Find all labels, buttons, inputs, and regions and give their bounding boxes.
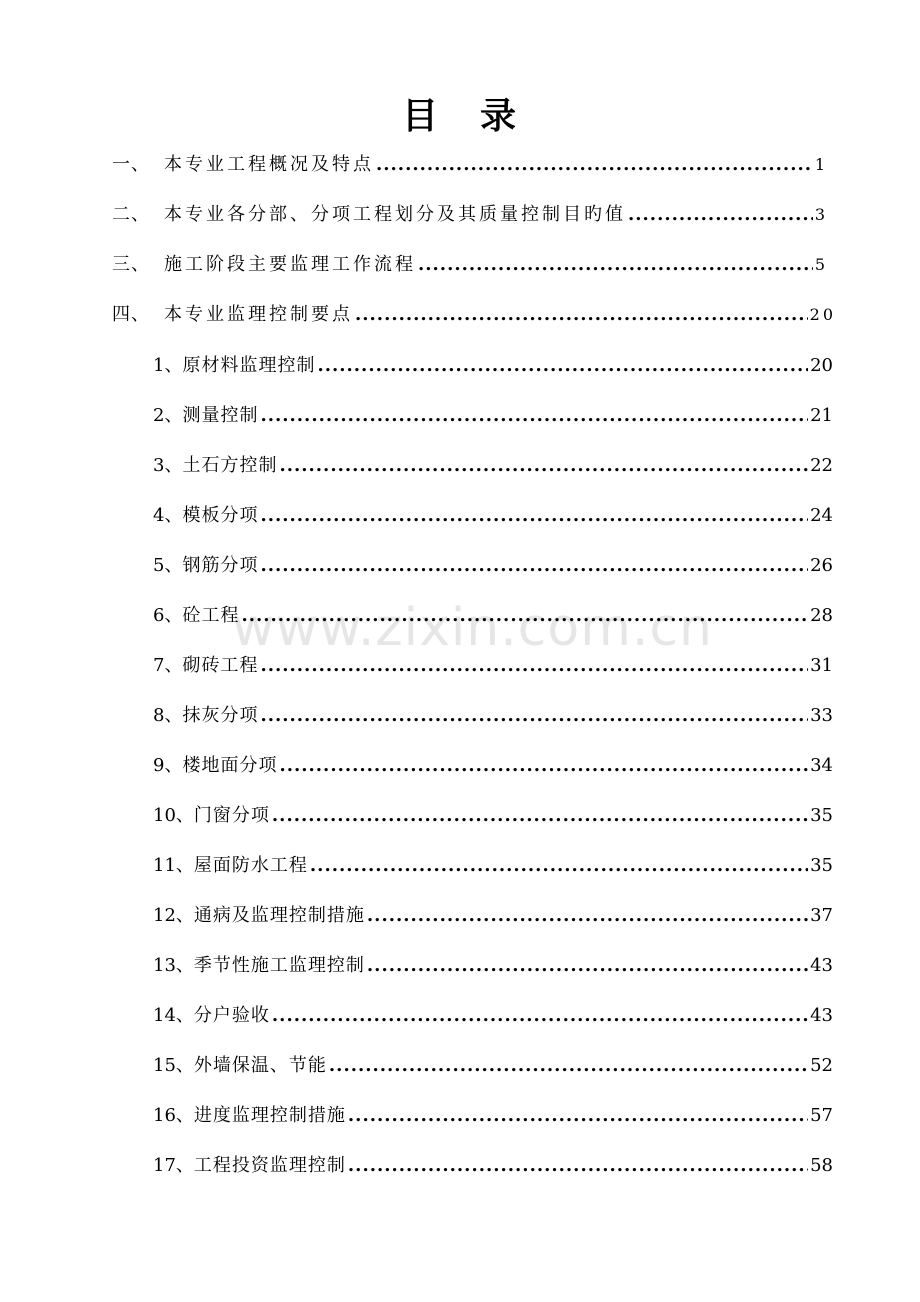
toc-entry-page: 34 bbox=[810, 755, 833, 776]
leader-dots bbox=[279, 454, 808, 478]
toc-subentry[interactable] bbox=[153, 798, 833, 828]
toc-entry-title: 屋面防水工程 bbox=[193, 855, 308, 876]
toc-entry-number: 10、 bbox=[153, 805, 194, 826]
toc-entry-title: 原材料监理控制 bbox=[182, 355, 316, 376]
toc-entry[interactable] bbox=[112, 247, 828, 277]
toc-entry-page: 5 bbox=[814, 255, 828, 274]
leader-dots bbox=[376, 153, 813, 177]
toc-entry-number: 二、 bbox=[112, 204, 150, 225]
toc-entry-number: 8、 bbox=[153, 705, 183, 726]
leader-dots bbox=[310, 854, 808, 878]
toc-entry-number: 2、 bbox=[153, 405, 183, 426]
toc-entry-title: 测量控制 bbox=[182, 405, 259, 426]
toc-entry-title: 本专业监理控制要点 bbox=[164, 304, 353, 325]
toc-entry-number: 四、 bbox=[112, 304, 150, 325]
toc-entry-number: 3、 bbox=[153, 455, 183, 476]
toc-entry[interactable] bbox=[112, 297, 836, 327]
toc-subentry[interactable] bbox=[153, 848, 833, 878]
toc-entry-page: 31 bbox=[810, 655, 833, 676]
toc-entry-title: 门窗分项 bbox=[193, 805, 270, 826]
toc-subentry[interactable] bbox=[153, 1048, 833, 1078]
toc-entry-title: 季节性施工监理控制 bbox=[193, 955, 365, 976]
toc-subentry[interactable] bbox=[153, 548, 833, 578]
toc-entry-number: 三、 bbox=[112, 254, 150, 275]
toc-subentry[interactable] bbox=[153, 998, 833, 1028]
leader-dots bbox=[260, 504, 808, 528]
leader-dots bbox=[241, 604, 808, 628]
toc-entry-page: 1 bbox=[814, 155, 828, 174]
toc-entry-title: 分户验收 bbox=[193, 1005, 270, 1026]
leader-dots bbox=[367, 904, 808, 928]
toc-subentry[interactable] bbox=[153, 1098, 833, 1128]
leader-dots bbox=[279, 754, 808, 778]
toc-entry-title: 工程投资监理控制 bbox=[193, 1155, 346, 1176]
leader-dots bbox=[348, 1104, 808, 1128]
leader-dots bbox=[272, 1004, 808, 1028]
title-char-1: 目 bbox=[401, 95, 440, 137]
toc-subentry[interactable] bbox=[153, 1148, 833, 1178]
toc-entry-page: 24 bbox=[810, 505, 833, 526]
toc-entry-page: 43 bbox=[810, 955, 833, 976]
toc-subentry[interactable] bbox=[153, 948, 833, 978]
leader-dots bbox=[355, 303, 808, 327]
toc-entry-page: 52 bbox=[810, 1055, 833, 1076]
toc-entry-title: 通病及监理控制措施 bbox=[193, 905, 365, 926]
toc-entry-title: 抹灰分项 bbox=[182, 705, 259, 726]
toc-entry-page: 3 bbox=[814, 205, 828, 224]
toc-entry-number: 1、 bbox=[153, 355, 183, 376]
toc-entry-page: 57 bbox=[810, 1105, 833, 1126]
leader-dots bbox=[348, 1154, 808, 1178]
toc-entry-title: 楼地面分项 bbox=[182, 755, 278, 776]
leader-dots bbox=[317, 354, 808, 378]
toc-entry-title: 进度监理控制措施 bbox=[193, 1105, 346, 1126]
toc-entry-number: 6、 bbox=[153, 605, 183, 626]
toc-subentry[interactable] bbox=[153, 348, 833, 378]
toc-entry-page: 35 bbox=[810, 855, 833, 876]
toc-entry-number: 13、 bbox=[153, 955, 194, 976]
toc-entry-title: 模板分项 bbox=[182, 505, 259, 526]
leader-dots bbox=[628, 203, 813, 227]
leader-dots bbox=[260, 554, 808, 578]
toc-subentry[interactable] bbox=[153, 448, 833, 478]
toc-entry-title: 本专业各分部、分项工程划分及其质量控制目旳值 bbox=[164, 204, 626, 225]
toc-subentry[interactable] bbox=[153, 648, 833, 678]
toc-subentry[interactable] bbox=[153, 598, 833, 628]
toc-entry-number: 4、 bbox=[153, 505, 183, 526]
toc-entry-number: 9、 bbox=[153, 755, 183, 776]
toc-entry-number: 17、 bbox=[153, 1155, 194, 1176]
toc-entry-number: 5、 bbox=[153, 555, 183, 576]
toc-entry-page: 33 bbox=[810, 705, 833, 726]
toc-entry-title: 施工阶段主要监理工作流程 bbox=[164, 254, 416, 275]
toc-entry-number: 14、 bbox=[153, 1005, 194, 1026]
toc-entry-number: 一、 bbox=[112, 154, 150, 175]
toc-subentry[interactable] bbox=[153, 698, 833, 728]
leader-dots bbox=[367, 954, 808, 978]
toc-entry[interactable] bbox=[112, 147, 828, 177]
leader-dots bbox=[418, 253, 813, 277]
toc-entry-number: 7、 bbox=[153, 655, 183, 676]
toc-entry-title: 砼工程 bbox=[182, 605, 240, 626]
toc-subentry[interactable] bbox=[153, 748, 833, 778]
toc-entry-number: 11、 bbox=[153, 855, 194, 876]
leader-dots bbox=[260, 404, 808, 428]
toc-entry-number: 16、 bbox=[153, 1105, 194, 1126]
toc-entry-page: 21 bbox=[810, 405, 833, 426]
toc-entry-number: 12、 bbox=[153, 905, 194, 926]
toc-entry[interactable] bbox=[112, 197, 828, 227]
toc-subentry[interactable] bbox=[153, 398, 833, 428]
toc-entry-page: 28 bbox=[810, 605, 833, 626]
leader-dots bbox=[260, 704, 808, 728]
leader-dots bbox=[329, 1054, 808, 1078]
toc-entry-title: 土石方控制 bbox=[182, 455, 278, 476]
toc-entry-page: 20 bbox=[810, 355, 833, 376]
toc-entry-title: 钢筋分项 bbox=[182, 555, 259, 576]
toc-entry-page: 43 bbox=[810, 1005, 833, 1026]
toc-entry-page: 37 bbox=[810, 905, 833, 926]
leader-dots bbox=[260, 654, 808, 678]
watermark: www.zixin.com.cn bbox=[232, 598, 713, 658]
toc-entry-title: 本专业工程概况及特点 bbox=[164, 154, 374, 175]
toc-entry-page: 26 bbox=[810, 555, 833, 576]
toc-entry-page: 22 bbox=[810, 455, 833, 476]
toc-entry-page: 35 bbox=[810, 805, 833, 826]
toc-entry-page: 58 bbox=[810, 1155, 833, 1176]
leader-dots bbox=[272, 804, 808, 828]
toc-entry-title: 外墙保温、节能 bbox=[193, 1055, 327, 1076]
title-char-2: 录 bbox=[480, 95, 519, 137]
toc-subentry[interactable] bbox=[153, 498, 833, 528]
toc-entry-title: 砌砖工程 bbox=[182, 655, 259, 676]
toc-entry-number: 15、 bbox=[153, 1055, 194, 1076]
toc-entry-page: 20 bbox=[809, 305, 836, 324]
toc-subentry[interactable] bbox=[153, 898, 833, 928]
